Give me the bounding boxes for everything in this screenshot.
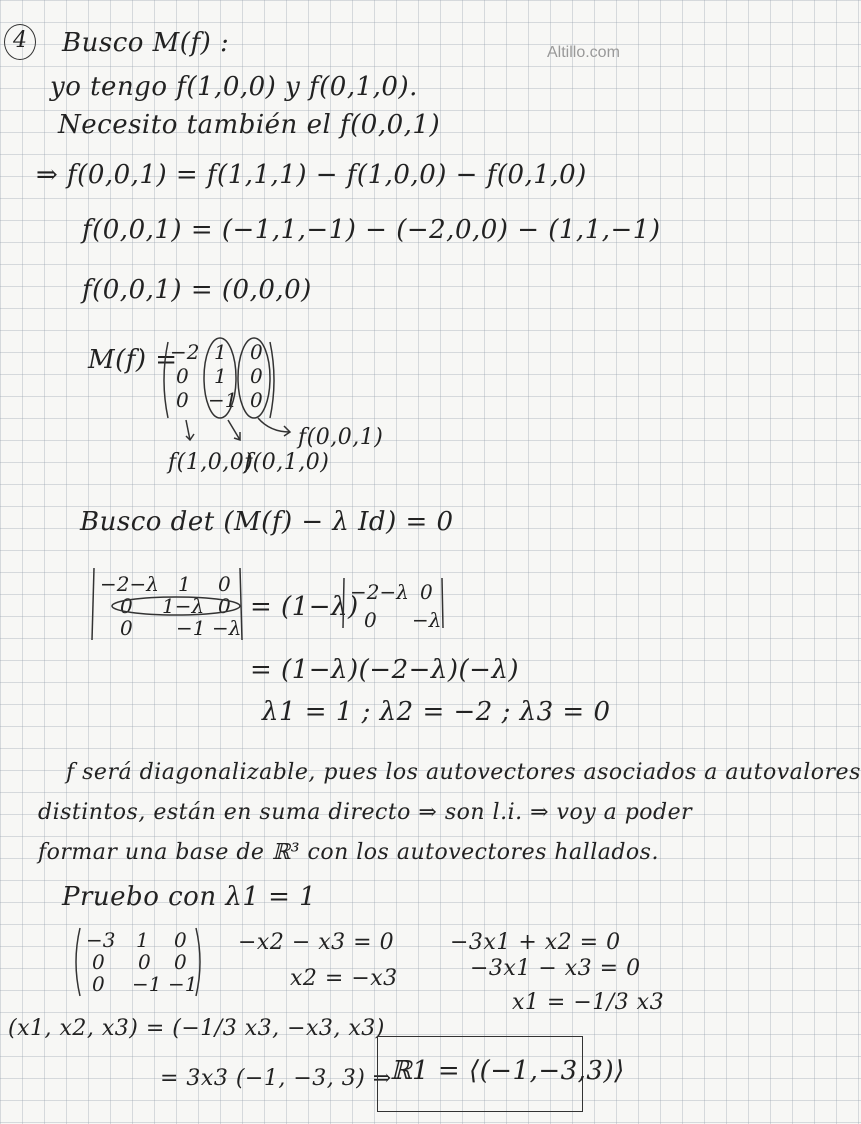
line-det-expansion: = (1−λ) xyxy=(250,592,359,622)
line-busco-det: Busco det (M(f) − λ Id) = 0 xyxy=(80,507,454,537)
note-f010: f(0,1,0) xyxy=(244,450,330,475)
matrix-cell: −2−λ xyxy=(100,572,159,596)
det-bar xyxy=(240,568,242,640)
matrix-cell: 1 xyxy=(178,572,191,596)
equation-5: x1 = −1/3 x3 xyxy=(512,990,665,1015)
equation-3: −3x1 + x2 = 0 xyxy=(450,930,621,955)
matrix-cell: 0 xyxy=(176,364,189,388)
watermark: Altillo.com xyxy=(547,44,620,61)
matrix-cell: 0 xyxy=(176,388,189,412)
matrix-cell: 0 xyxy=(250,388,263,412)
arrow xyxy=(284,426,290,436)
line-pruebo: Pruebo con λ1 = 1 xyxy=(62,882,317,912)
matrix-cell: 0 xyxy=(218,594,231,618)
line-yo-tengo: yo tengo f(1,0,0) y f(0,1,0). xyxy=(50,72,418,102)
matrix-cell: 0 xyxy=(120,594,133,618)
matrix-cell: 0 xyxy=(420,580,433,604)
note-f100: f(1,0,0) xyxy=(168,450,254,475)
matrix-cell: −3 xyxy=(86,928,116,952)
matrix-cell: 0 xyxy=(92,950,105,974)
matrix-cell: 0 xyxy=(174,928,187,952)
line-f001-values: f(0,0,1) = (−1,1,−1) − (−2,0,0) − (1,1,−1) xyxy=(82,215,661,245)
matrix-cell: 0 xyxy=(364,608,377,632)
line-busco-mf: Busco M(f) : xyxy=(62,28,230,58)
column-oval xyxy=(204,338,236,418)
line-eigenvector-scaled: = 3x3 (−1, −3, 3) ⇒ xyxy=(160,1066,392,1091)
line-char-poly: = (1−λ)(−2−λ)(−λ) xyxy=(250,655,520,685)
line-mf-label: M(f) = xyxy=(88,345,178,375)
matrix-cell: −1 xyxy=(168,972,198,996)
arrow xyxy=(258,418,290,432)
equation-2: x2 = −x3 xyxy=(290,966,398,991)
matrix-cell: 1 xyxy=(136,928,149,952)
matrix-cell: 0 xyxy=(218,572,231,596)
matrix-cell: 1−λ xyxy=(162,594,205,618)
matrix-cell: −1 xyxy=(176,616,206,640)
matrix-cell: −1 xyxy=(208,388,238,412)
matrix-cell: 0 xyxy=(138,950,151,974)
note-f001: f(0,0,1) xyxy=(298,425,384,450)
paren-left xyxy=(76,928,80,996)
det-bar xyxy=(442,578,443,628)
paren-right xyxy=(196,928,200,996)
equation-4: −3x1 − x3 = 0 xyxy=(470,956,641,981)
line-eigenvector-param: (x1, x2, x3) = (−1/3 x3, −x3, x3) xyxy=(8,1016,385,1041)
column-oval xyxy=(238,338,270,418)
det-bar xyxy=(92,568,94,640)
matrix-cell: −2−λ xyxy=(350,580,409,604)
boxed-result-text: ℝ1 = ⟨(−1,−3,3)⟩ xyxy=(390,1056,625,1086)
line-eigenvalues: λ1 = 1 ; λ2 = −2 ; λ3 = 0 xyxy=(262,697,611,727)
paragraph-line-2: distintos, están en suma directo ⇒ son l.i. ⇒ voy a poder xyxy=(38,800,693,825)
arrow xyxy=(228,420,240,440)
paragraph-line-3: formar una base de ℝ³ con los autovectores hallados. xyxy=(38,840,659,865)
matrix-cell: 0 xyxy=(250,364,263,388)
matrix-cell: −λ xyxy=(212,616,242,640)
matrix-cell: 0 xyxy=(250,340,263,364)
det-bar xyxy=(343,578,344,628)
matrix-cell: 0 xyxy=(92,972,105,996)
matrix-cell: −1 xyxy=(132,972,162,996)
paren-left xyxy=(164,342,168,418)
matrix-cell: 0 xyxy=(174,950,187,974)
matrix-cell: 0 xyxy=(120,616,133,640)
line-f001-zero: f(0,0,1) = (0,0,0) xyxy=(82,275,312,305)
matrix-cell: 1 xyxy=(214,340,227,364)
paragraph-line-1: f será diagonalizable, pues los autovectores asociados a autovalores xyxy=(66,760,861,785)
item-number: 4 xyxy=(4,24,36,60)
matrix-cell: 1 xyxy=(214,364,227,388)
matrix-cell: −λ xyxy=(412,608,442,632)
line-necesito: Necesito también el f(0,0,1) xyxy=(58,110,441,140)
equation-1: −x2 − x3 = 0 xyxy=(238,930,395,955)
line-f001-sum: ⇒ f(0,0,1) = f(1,1,1) − f(1,0,0) − f(0,1,0) xyxy=(36,160,587,190)
matrix-cell: −2 xyxy=(170,340,200,364)
row-oval xyxy=(112,597,240,615)
